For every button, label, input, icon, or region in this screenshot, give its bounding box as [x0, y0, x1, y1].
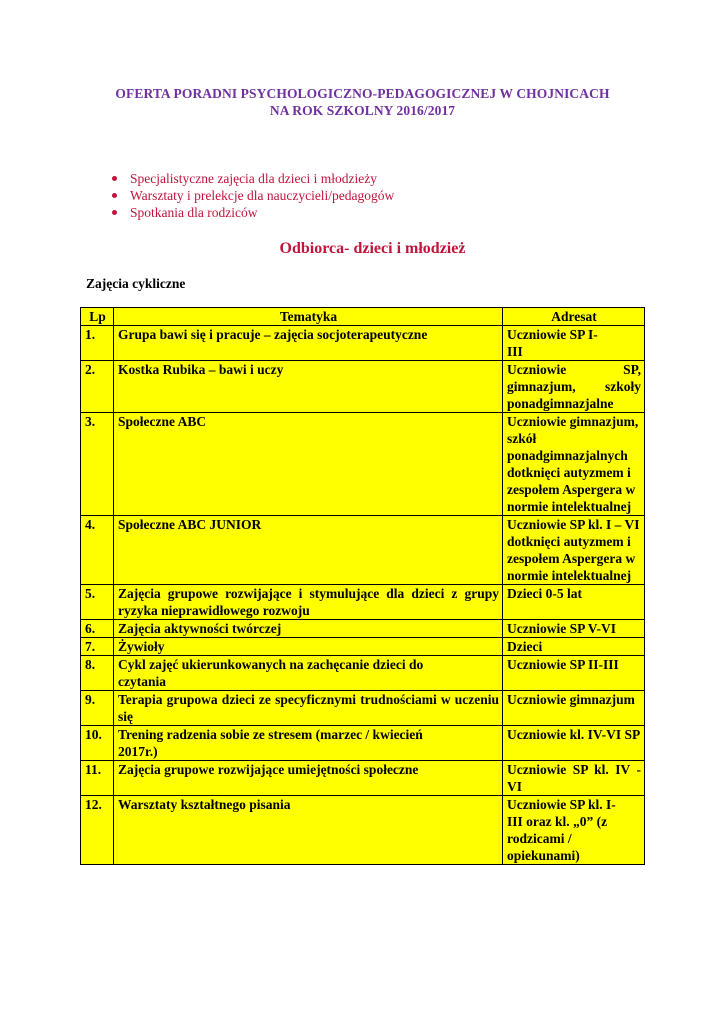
- row-tematyka: Terapia grupowa dzieci ze specyficznymi trudnościami w uczeniu się: [114, 691, 503, 726]
- row-lp: 1.: [81, 326, 114, 361]
- row-adresat: Dzieci 0-5 lat: [503, 585, 645, 620]
- row-adresat: Uczniowie SP II-III: [503, 656, 645, 691]
- row-tematyka: Zajęcia grupowe rozwijające umiejętności społeczne: [114, 761, 503, 796]
- row-tematyka: Zajęcia grupowe rozwijające i stymulujące dla dzieci z grupy ryzyka nieprawidłowego rozwoju: [114, 585, 503, 620]
- row-tematyka: Grupa bawi się i pracuje – zajęcia socjoterapeutyczne: [114, 326, 503, 361]
- bullet-text: Spotkania dla rodziców: [130, 205, 258, 220]
- header-adresat: Adresat: [503, 308, 645, 326]
- row-lp: 10.: [81, 726, 114, 761]
- table-row: [81, 413, 645, 516]
- row-adresat: Uczniowie SP kl. IV - VI: [503, 761, 645, 796]
- row-tematyka: Zajęcia aktywności twórczej: [114, 620, 503, 638]
- document-title-line2: NA ROK SZKOLNY 2016/2017: [269, 103, 456, 118]
- bullet-text: Specjalistyczne zajęcia dla dzieci i młodzieży: [130, 171, 378, 186]
- offer-bullet-list: [110, 170, 394, 221]
- row-lp: 6.: [81, 620, 114, 638]
- row-adresat: Uczniowie kl. IV-VI SP: [503, 726, 645, 761]
- row-lp: 5.: [81, 585, 114, 620]
- row-lp: 11.: [81, 761, 114, 796]
- table-row: [81, 691, 645, 726]
- header-tematyka: Tematyka: [114, 308, 503, 326]
- document-title-line1: OFERTA PORADNI PSYCHOLOGICZNO-PEDAGOGICZNEJ W CHOJNICACH: [115, 86, 610, 101]
- row-adresat: Uczniowie gimnazjum, szkół ponadgimnazjalnych dotknięci autyzmem i zespołem Aspergera w normie intelektualnej: [503, 413, 645, 516]
- row-tematyka: Cykl zajęć ukierunkowanych na zachęcanie dzieci do czytania: [114, 656, 503, 691]
- row-lp: 12.: [81, 796, 114, 865]
- offer-table: [80, 307, 645, 865]
- row-adresat: Uczniowie SP kl. I-III oraz kl. „0” (z rodzicami / opiekunami): [503, 796, 645, 865]
- row-adresat: Uczniowie SP V-VI: [503, 620, 645, 638]
- row-adresat: Uczniowie SP, gimnazjum, szkoły ponadgimnazjalne: [503, 361, 645, 413]
- bullet-icon: [112, 193, 117, 198]
- table-row: [81, 585, 645, 620]
- table-row: [81, 620, 645, 638]
- table-header-row: [81, 308, 645, 326]
- row-lp: 3.: [81, 413, 114, 516]
- row-lp: 2.: [81, 361, 114, 413]
- bullet-item: [110, 204, 394, 221]
- bullet-icon: [112, 210, 117, 215]
- section-label: Zajęcia cykliczne: [86, 276, 186, 291]
- header-lp: Lp: [81, 308, 114, 326]
- table-row: [81, 516, 645, 585]
- table-row: [81, 326, 645, 361]
- table-row: [81, 638, 645, 656]
- row-tematyka: Kostka Rubika – bawi i uczy: [114, 361, 503, 413]
- row-lp: 9.: [81, 691, 114, 726]
- bullet-text: Warsztaty i prelekcje dla nauczycieli/pedagogów: [130, 188, 395, 203]
- bullet-item: [110, 170, 394, 187]
- row-tematyka: Żywioły: [114, 638, 503, 656]
- table-row: [81, 361, 645, 413]
- row-adresat: Uczniowie gimnazjum: [503, 691, 645, 726]
- row-lp: 7.: [81, 638, 114, 656]
- row-adresat: Uczniowie SP kl. I – VI dotknięci autyzmem i zespołem Aspergera w normie intelektualnej: [503, 516, 645, 585]
- row-adresat: Dzieci: [503, 638, 645, 656]
- row-lp: 8.: [81, 656, 114, 691]
- table-row: [81, 656, 645, 691]
- bullet-item: [110, 187, 394, 204]
- row-tematyka: Warsztaty kształtnego pisania: [114, 796, 503, 865]
- row-lp: 4.: [81, 516, 114, 585]
- row-adresat: Uczniowie SP I-III: [503, 326, 645, 361]
- table-row: [81, 726, 645, 761]
- row-tematyka: Społeczne ABC JUNIOR: [114, 516, 503, 585]
- table-row: [81, 796, 645, 865]
- table-row: [81, 761, 645, 796]
- audience-heading: Odbiorca- dzieci i młodzież: [279, 240, 466, 257]
- bullet-icon: [112, 176, 117, 181]
- row-tematyka: Społeczne ABC: [114, 413, 503, 516]
- row-tematyka: Trening radzenia sobie ze stresem (marzec / kwiecień 2017r.): [114, 726, 503, 761]
